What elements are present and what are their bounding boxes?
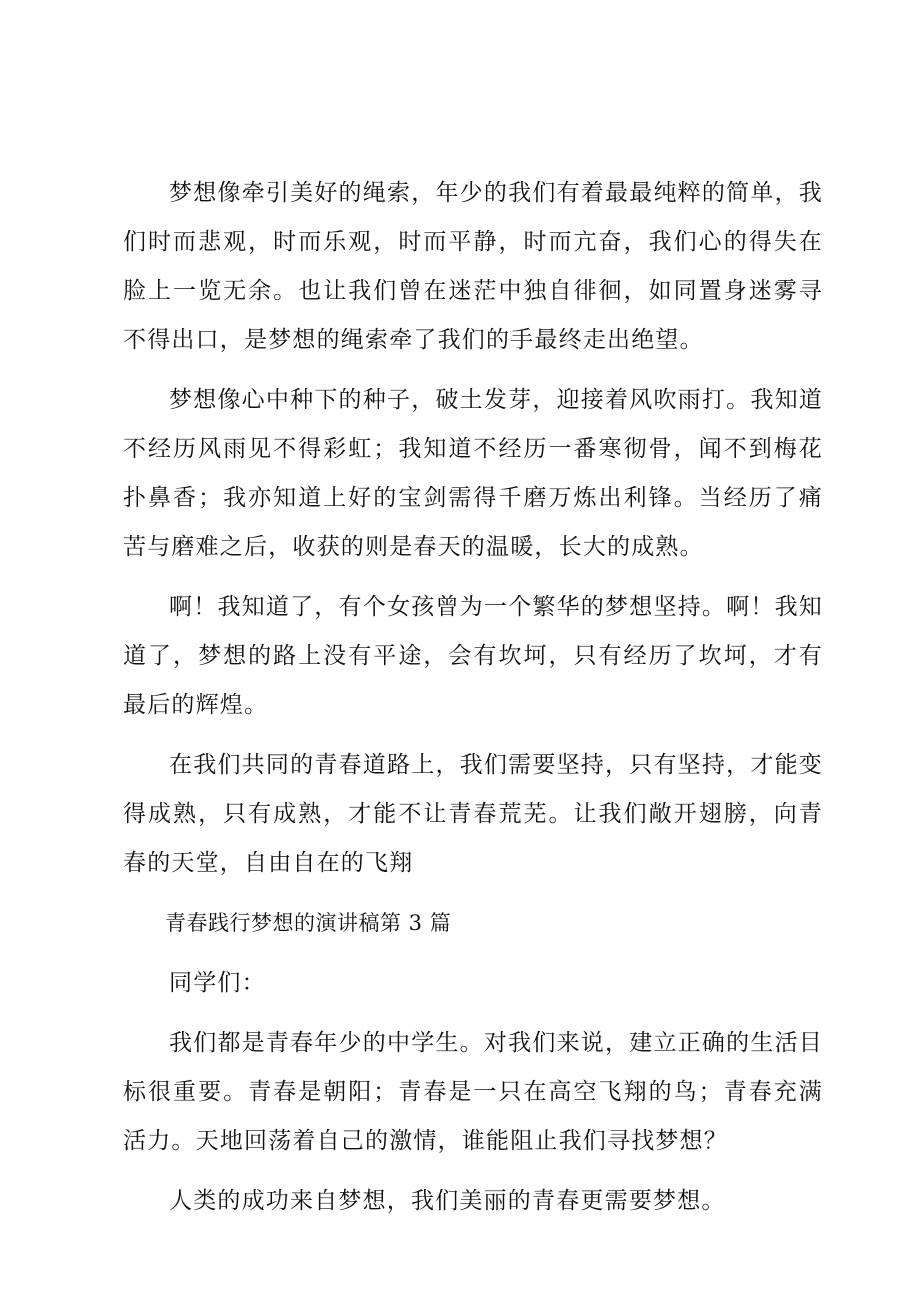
paragraph-6: 人类的成功来自梦想，我们美丽的青春更需要梦想。 bbox=[169, 1188, 726, 1214]
salutation: 同学们： bbox=[169, 970, 266, 996]
paragraph-3: 啊！我知道了，有个女孩曾为一个繁华的梦想坚持。啊！我知道了，梦想的路上没有平途，会有坎坷，只有经历了坎坷，才有最后的辉煌。 bbox=[123, 594, 823, 718]
section-title: 青春践行梦想的演讲稿第 3 篇 bbox=[165, 911, 452, 935]
paragraph-5: 我们都是青春年少的中学生。对我们来说，建立正确的生活目标很重要。青春是朝阳；青春是一只在高空飞翔的鸟；青春充满活力。天地回荡着自己的激情，谁能阻止我们寻找梦想？ bbox=[123, 1030, 823, 1154]
paragraph-4: 在我们共同的青春道路上，我们需要坚持，只有坚持，才能变得成熟，只有成熟，才能不让青春荒芜。让我们敞开翅膀，向青春的天堂，自由自在的飞翔 bbox=[123, 752, 823, 876]
paragraph-2: 梦想像心中种下的种子，破土发芽，迎接着风吹雨打。我知道不经历风雨见不得彩虹；我知道不经历一番寒彻骨，闻不到梅花扑鼻香；我亦知道上好的宝剑需得千磨万炼出利锋。当经历了痛苦与磨难之后，收获的则是春天的温暖，长大的成熟。 bbox=[123, 387, 823, 560]
paragraph-1: 梦想像牵引美好的绳索，年少的我们有着最最纯粹的简单，我们时而悲观，时而乐观，时而平静，时而亢奋，我们心的得失在脸上一览无余。也让我们曾在迷茫中独自徘徊，如同置身迷雾寻不得出口，是梦想的绳索牵了我们的手最终走出绝望。 bbox=[123, 180, 823, 353]
document-body bbox=[123, 169, 823, 1237]
